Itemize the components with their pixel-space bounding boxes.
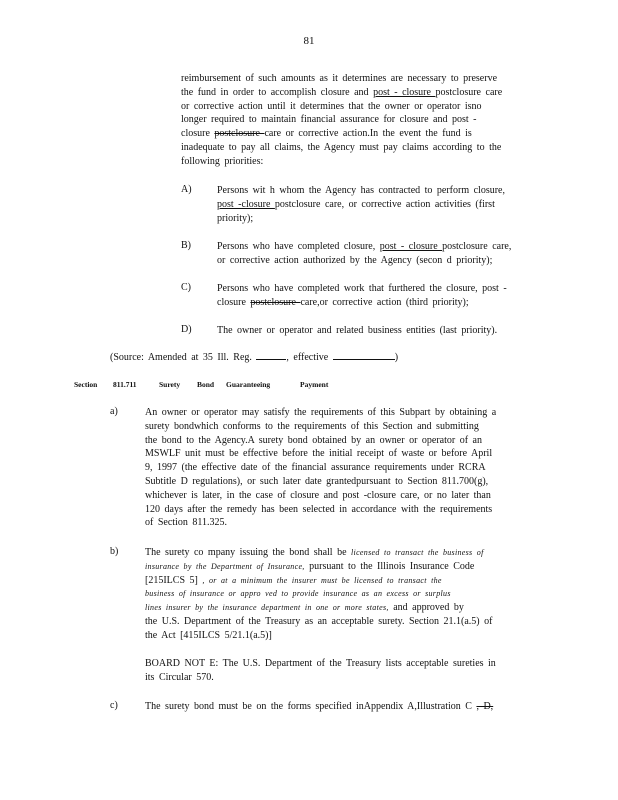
inserted-text: post - closure bbox=[373, 86, 436, 98]
priority-label: D) bbox=[181, 324, 192, 335]
item-b-paragraph: The surety co mpany issuing the bond shall be licensed to transact the business of insurance by the Department of Insurance, pursuant to the Illinois Insurance Code [215ILCS 5] , or at a minimum the insurer must be licensed to transact the business of insurance or appro ved to provide insurance as an excess or surplus lines insurer by the insurance department in one or more states, and approved by the U.S. Department of the Treasury as an acceptable surety. Section 21.1(a.5) of the Act [415ILCS 5/21.1(a.5)] bbox=[145, 547, 493, 641]
deleted-text: postclosure bbox=[214, 128, 265, 140]
deleted-text: , D, bbox=[476, 701, 494, 712]
inserted-text: post - closure bbox=[379, 241, 443, 252]
item-label: c) bbox=[110, 700, 118, 711]
priority-label: B) bbox=[181, 240, 191, 251]
intro-paragraph bbox=[181, 72, 539, 169]
priority-d: The owner or operator and related business entities (last priority). bbox=[217, 325, 498, 336]
priority-c: Persons who have completed work that furthered the closure, post - closure postclosure care,or corrective action (third priority); bbox=[217, 283, 507, 308]
intro-line: or corrective action until it determines that the owner or operator isno bbox=[181, 100, 482, 112]
priority-a: Persons wit h whom the Agency has contracted to perform closure, post -closure postclosure care, or corrective action activities (first priority); bbox=[217, 185, 505, 224]
inserted-text: post -closure bbox=[217, 198, 275, 210]
intro-line: longer required to maintain financial assurance for closure and post - bbox=[181, 114, 477, 126]
priority-b: Persons who have completed closure, post - closure postclosure care, or corrective action authorized by the Agency (secon d priority); bbox=[217, 241, 512, 266]
source-note: (Source: Amended at 35 Ill. Reg. , effective ) bbox=[110, 352, 399, 363]
item-a-paragraph: An owner or operator may satisfy the requirements of this Subpart by obtaining a surety bondwhich conforms to the requirements of this Section and submitting the bond to the Agency.A surety bond obtained by an owner or operator of an MSWLF unit must be effective before the initial receipt of waste or before April 9, 1997 (the effective date of the financial assurance requirements under RCRA Subtitle D regulations), or such later date grantedpursuant to Section 811.700(g), whichever is later, in the case of closure and post -closure care, or no later than 120 days after the remedy has been selected in accordance with the requirements of Section 811.325. bbox=[145, 407, 497, 529]
intro-line: the fund in order to accomplish closure and post - closure postclosure care bbox=[181, 86, 503, 98]
item-c-paragraph: The surety bond must be on the forms specified inAppendix A,Illustration C , D, bbox=[145, 701, 494, 712]
priority-label: C) bbox=[181, 282, 191, 293]
italic-text: lines insurer by the insurance department in one or more states, bbox=[145, 603, 389, 613]
italic-text: insurance by the Department of Insurance, bbox=[145, 561, 305, 571]
page-number: 81 bbox=[303, 35, 315, 47]
italic-text: licensed to transact the business of bbox=[351, 548, 484, 557]
blank-line bbox=[333, 350, 395, 360]
priority-label: A) bbox=[181, 184, 192, 195]
intro-line: following priorities: bbox=[181, 155, 264, 167]
item-label: b) bbox=[110, 546, 119, 557]
intro-line: closure postclosure care or corrective action.In the event the fund is bbox=[181, 128, 472, 140]
italic-text: , or at a minimum the insurer must be licensed to transact the bbox=[202, 575, 442, 585]
intro-line: reimbursement of such amounts as it determines are necessary to preserve bbox=[181, 73, 498, 84]
board-note: BOARD NOT E: The U.S. Department of the Treasury lists acceptable sureties in its Circular 570. bbox=[145, 658, 496, 683]
blank-line bbox=[256, 350, 286, 360]
intro-line: inadequate to pay all claims, the Agency must pay claims according to the bbox=[181, 141, 502, 153]
item-label: a) bbox=[110, 406, 118, 417]
deleted-text: postclosure bbox=[250, 296, 301, 308]
italic-text: business of insurance or appro ved to provide insurance as an excess or surplus bbox=[145, 589, 451, 599]
